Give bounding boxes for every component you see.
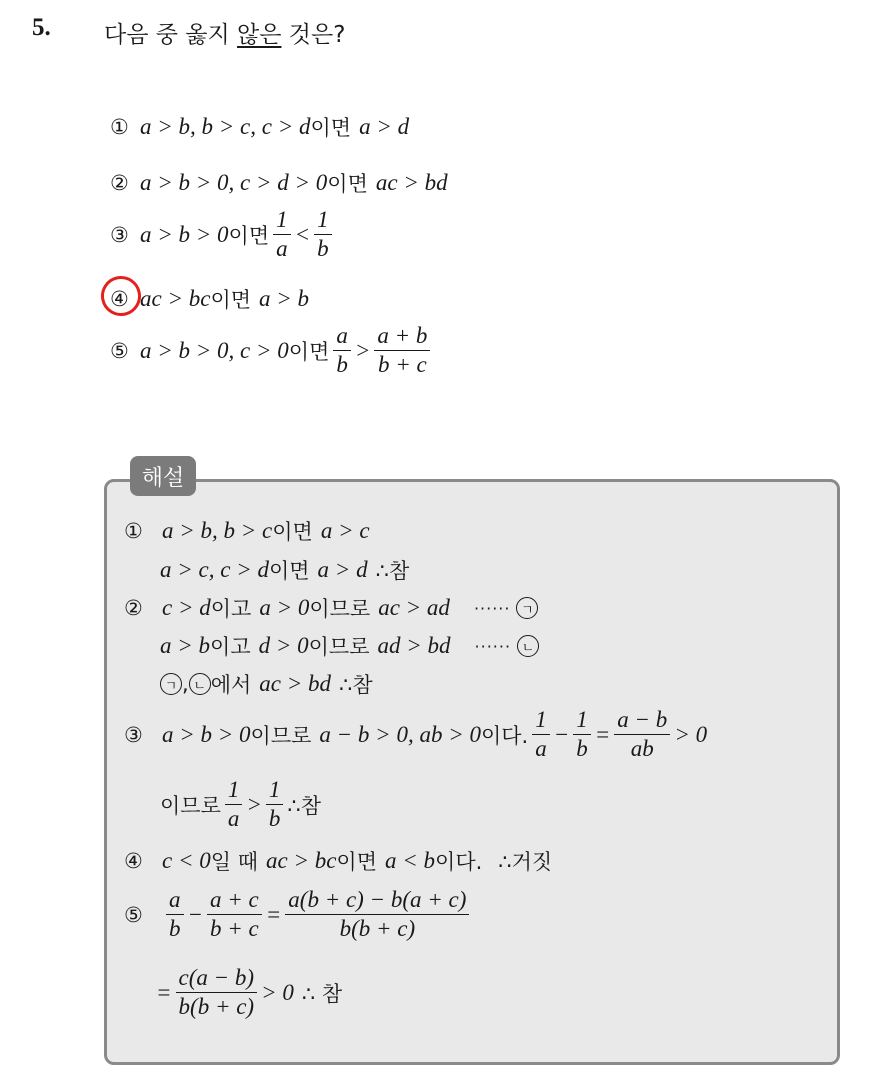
fraction: $\frac{a - b}{ab}$ xyxy=(614,708,670,761)
option-mark: ⑤ xyxy=(110,338,129,363)
fraction: $\frac{1}{b}$ xyxy=(314,208,332,261)
solution-line-2c: ㄱ , ㄴ 에서 ac > bd ∴참 xyxy=(160,669,373,699)
option-2[interactable]: ② a > b > 0, c > d > 0 이면 ac > bd xyxy=(110,170,448,196)
option-mark: ③ xyxy=(110,222,129,247)
solution-line-2a: ② c > d 이고 a > 0 이므로 ac > ad ······ ㄱ xyxy=(124,593,538,623)
option-1[interactable]: ① a > b, b > c, c > d 이면 a > d xyxy=(110,114,410,140)
fraction: $\frac{1}{a}$ xyxy=(225,778,243,831)
fraction: $\frac{a}{b}$ xyxy=(166,888,184,941)
solution-line-2b: a > b 이고 d > 0 이므로 ad > bd ······ ㄴ xyxy=(160,631,539,661)
option-5[interactable]: ⑤ a > b > 0, c > 0 이면 $\frac{a}{b}$ > $\frac{a + b}{b + c}$ xyxy=(110,324,434,377)
solution-line-3a: ③ a > b > 0 이므로 a − b > 0, ab > 0 이다. $\frac{1}{a}$ − $\frac{1}{b}$ = $\frac{a - b}{ab}$ > 0 xyxy=(124,707,708,762)
fraction: $\frac{c(a - b)}{b(b + c)}$ xyxy=(176,966,258,1019)
option-mark: ① xyxy=(110,115,129,139)
fraction: $\frac{a}{b}$ xyxy=(333,324,351,377)
solution-line-4: ④ c < 0 일 때 ac > bc 이면 a < b 이다. ∴거짓 xyxy=(124,848,553,874)
fraction: $\frac{a(b + c) - b(a + c)}{b(b + c)}$ xyxy=(285,888,469,941)
solution-line-1b: a > c, c > d 이면 a > d ∴참 xyxy=(160,557,410,583)
solution-line-5a: ⑤ $\frac{a}{b}$ − $\frac{a + c}{b + c}$ = $\frac{a(b + c) - b(a + c)}{b(b + c)}$ xyxy=(124,888,473,941)
option-4[interactable]: ④ ac > bc 이면 a > b xyxy=(110,286,310,312)
solution-line-5b: = $\frac{c(a - b)}{b(b + c)}$ > 0 ∴ 참 xyxy=(156,965,343,1020)
underlined-word: 않은 xyxy=(237,22,282,48)
fraction: $\frac{1}{b}$ xyxy=(266,778,284,831)
question-text: 다음 중 옳지 않은 것은? xyxy=(104,22,346,48)
fraction: $\frac{a + b}{b + c}$ xyxy=(374,324,430,377)
option-3[interactable]: ③ a > b > 0 이면 $\frac{1}{a}$ < $\frac{1}{b}$ xyxy=(110,208,336,261)
solution-line-1a: ① a > b, b > c 이면 a > c xyxy=(124,518,370,544)
solution-line-3b: 이므로 $\frac{1}{a}$ > $\frac{1}{b}$ ∴참 xyxy=(160,777,322,832)
option-mark: ② xyxy=(110,171,129,195)
question-number: 5. xyxy=(32,14,51,41)
circled-nieun: ㄴ xyxy=(517,635,539,657)
fraction: $\frac{1}{b}$ xyxy=(573,708,591,761)
fraction: $\frac{1}{a}$ xyxy=(273,208,291,261)
fraction: $\frac{1}{a}$ xyxy=(532,708,550,761)
circled-giyeok: ㄱ xyxy=(516,597,538,619)
solution-label: 해설 xyxy=(130,456,196,496)
option-mark: ④ xyxy=(110,287,129,311)
fraction: $\frac{a + c}{b + c}$ xyxy=(207,888,262,941)
